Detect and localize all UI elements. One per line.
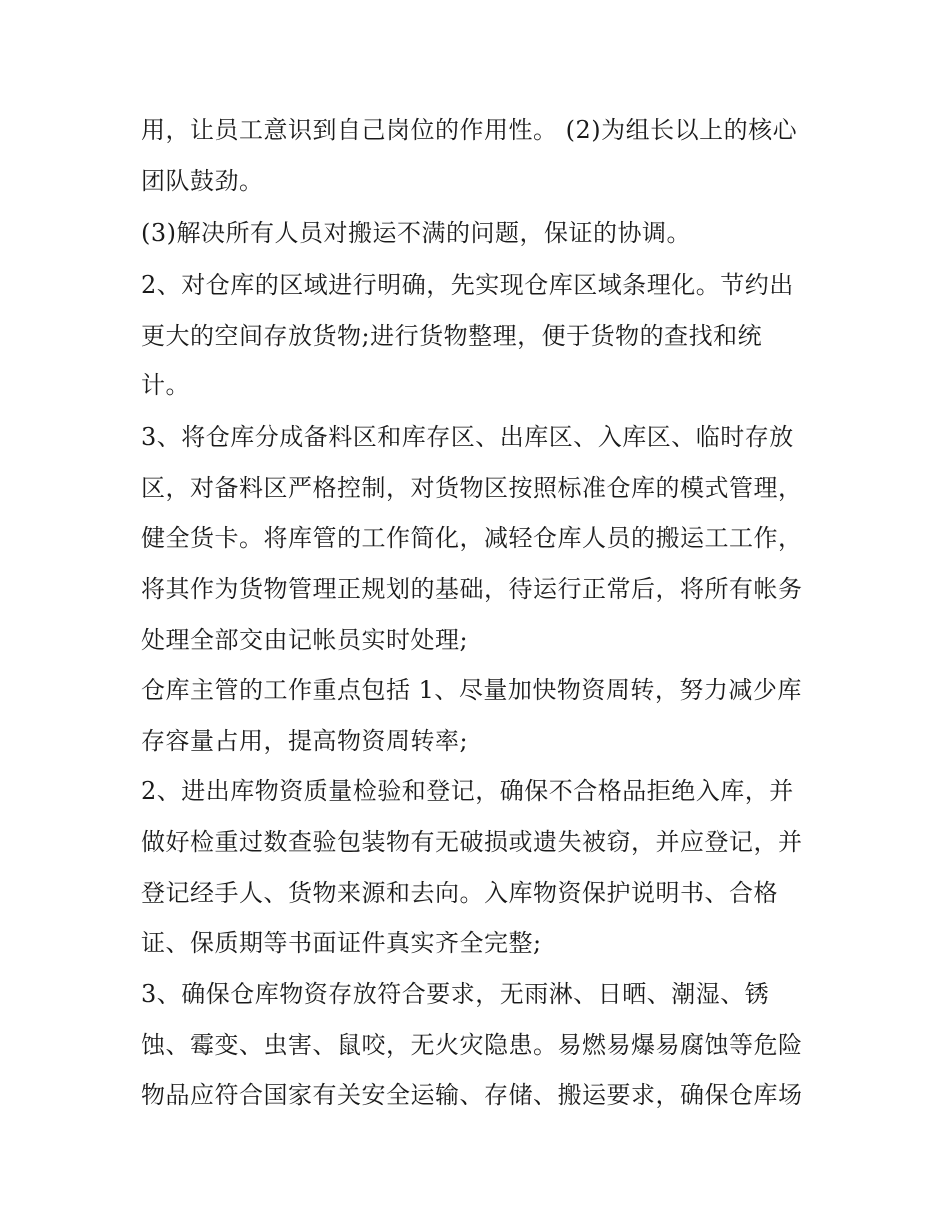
text-line: 团队鼓劲。 <box>141 167 264 195</box>
text-line: 3、将仓库分成备料区和库存区、出库区、入库区、临时存放 <box>141 423 794 451</box>
text-line: 物品应符合国家有关安全运输、存储、搬运要求，确保仓库场 <box>141 1081 803 1109</box>
text-line: 处理全部交由记帐员实时处理; <box>141 626 469 654</box>
text-line: 证、保质期等书面证件真实齐全完整; <box>141 929 542 957</box>
text-line: 区，对备料区严格控制，对货物区按照标准仓库的模式管理， <box>141 474 803 502</box>
text-line: 登记经手人、货物来源和去向。入库物资保护说明书、合格 <box>141 879 778 907</box>
text-line: 2、对仓库的区域进行明确，先实现仓库区域条理化。节约出 <box>141 271 794 299</box>
text-line: 仓库主管的工作重点包括 1、尽量加快物资周转，努力减少库 <box>141 676 802 704</box>
text-line: 3、确保仓库物资存放符合要求，无雨淋、日晒、潮湿、锈 <box>141 980 770 1008</box>
text-line: 健全货卡。将库管的工作简化，减轻仓库人员的搬运工工作， <box>141 524 803 552</box>
text-line: 用，让员工意识到自己岗位的作用性。 (2)为组长以上的核心 <box>141 116 798 144</box>
text-line: (3)解决所有人员对搬运不满的问题，保证的协调。 <box>141 219 691 247</box>
text-line: 蚀、霉变、虫害、鼠咬，无火灾隐患。易燃易爆易腐蚀等危险 <box>141 1031 803 1059</box>
text-line: 计。 <box>141 371 190 399</box>
text-line: 存容量占用，提高物资周转率; <box>141 727 469 755</box>
text-line: 2、进出库物资质量检验和登记，确保不合格品拒绝入库，并 <box>141 777 794 805</box>
text-line: 将其作为货物管理正规划的基础，待运行正常后，将所有帐务 <box>141 575 803 603</box>
text-line: 更大的空间存放货物;进行货物整理，便于货物的查找和统 <box>141 322 763 350</box>
text-line: 做好检重过数查验包装物有无破损或遗失被窃，并应登记，并 <box>141 828 803 856</box>
